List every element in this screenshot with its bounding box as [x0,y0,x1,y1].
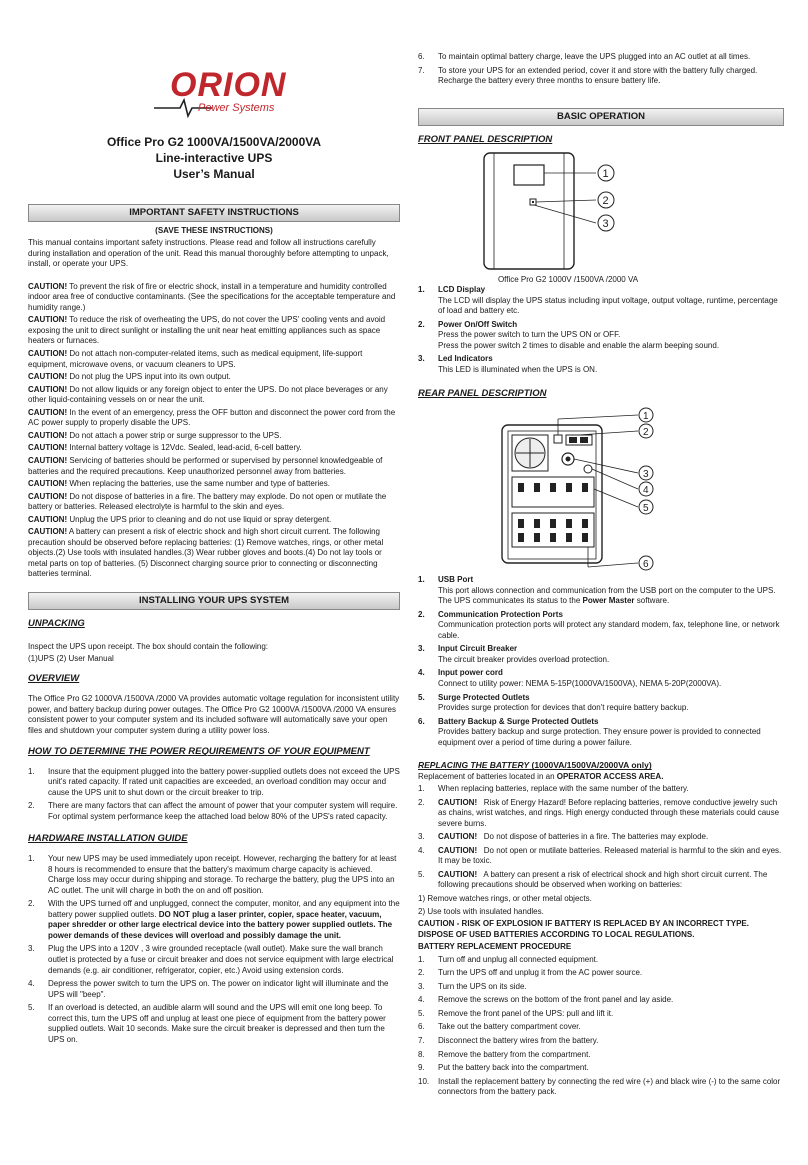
list-item [418,968,784,979]
item-title: Input Circuit Breaker [438,644,518,654]
front-callout-1: 1 [602,168,609,181]
list-item [418,798,784,830]
rear-item-heading [418,717,784,728]
item-text: Put the battery back into the compartment. [438,1063,589,1073]
rear-item-body [418,586,784,607]
caution-label: CAUTION! [438,869,478,879]
item-number: 3. [418,354,425,364]
overview-text: The Office Pro G2 1000VA /1500VA /2000 VA provides automatic voltage regulation for inconsistent utility power, and battery backup during power outages. The Office Pro G2 1000VA /1500VA /2000 VA ensures consistent power to your computer system and its included software will automatically save your open files and shutdown your computer system during a utility power loss. [28,694,400,735]
list-item: 2. With the UPS turned off and unplugged, connect the computer, monitor, and any equipment into the battery power supplied outlets. DO NOT plug a laser printer, copier, space heater, vacuum, paper shredder or other large electrical device into the battery power supplied outlets. The power demands of these devices will overload and possibly damage the unit. [28,899,400,940]
item-text: There are many factors that can affect the amount of power that your computer system will require. For optimal system performance keep the attached load below 80% of the UPS's rated capacity. [48,801,398,822]
left-column [28,0,400,1048]
caution-item [28,527,400,580]
basic-operation-bar: BASIC OPERATION [418,108,784,126]
rear-item-body [418,679,784,690]
unpacking-text: Inspect the UPS upon receipt. The box should contain the following: [28,641,269,651]
item-text: This port allows connection and communication from the USB port on the computer to the UPS. The UPS communicates its status to the [438,585,776,606]
list-item [418,955,784,966]
list-item [418,832,784,843]
item-text: Connect to utility power: NEMA 5-15P(1000VA/1500VA), NEMA 5-20P(2000VA). [438,679,722,688]
rear-callout-4: 4 [643,485,649,497]
title-line-2: Line-interactive UPS [155,151,273,166]
caution-text: Servicing of batteries should be performed or supervised by personnel knowledgeable of batteries and the required precautions. Keep unauthorized personnel away from batteries. [28,455,383,476]
list-item [418,982,784,993]
item-number: 2. [28,801,35,811]
battery-precaution-1: 1) Remove watches rings, or other metal objects. [418,893,592,903]
battery-heading [418,760,784,771]
install-section-bar: INSTALLING YOUR UPS SYSTEM [28,592,400,610]
hw-step-2-warning: DO NOT plug a laser printer, copier, space heater, vacuum, paper shredder or other large electrical device into the battery power supplied outlets. The power demands of these devices will overload and possibly damage the unit. [48,909,393,940]
front-item-heading [418,320,784,331]
list-item [418,784,784,795]
rear-panel-items [418,575,784,748]
item-text: Communication protection ports will protect any standard modem, fax, telephone line, or network cable. [438,620,780,640]
list-item: 4. Depress the power switch to turn the UPS on. The power on indicator light will illuminate and the UPS will "beep". [28,979,389,999]
item-number: 1. [418,954,425,964]
item-number: 6. [418,1022,425,1032]
list-item [418,1050,784,1061]
safety-intro: This manual contains important safety instructions. Please read and follow all instructions carefully during installation and operation of the unit. Read this manual thoroughly before attempting to unpack, install, or operate your UPS. [28,238,389,269]
item-text: Turn the UPS on its side. [438,981,527,991]
caution-item [28,479,400,490]
item-title: Led Indicators [438,354,493,364]
item-text: Remove the battery from the compartment. [438,1049,591,1059]
caution-label: CAUTION! [28,479,68,489]
logo-area [28,0,400,118]
battery-intro-text: Replacement of batteries located in an [418,771,557,781]
caution-item [28,372,400,383]
item-text: Insure that the equipment plugged into the battery power-supplied outlets does not exceed the UPS unit's rated capacity. If rated unit capacities are exceeded, an overload condition may occur and cause the UPS unit to shut down or the circuit breaker to trip. [48,766,400,797]
caution-text: A battery can present a risk of electric shock and high short circuit current. The following precaution should be observed before replacing batteries: (1) Remove watches, rings, or other metal objects.(2) Use tools with insulated handles.(3) Wear rubber gloves and boots.(4) Do not lay tools or metal parts on top of batteries. (5) Disconnect charging source prior to connecting or disconnecting batteries terminal. [28,527,384,579]
front-item-heading [418,285,784,296]
item-number: 5. [418,692,425,702]
item-title: USB Port [438,575,474,585]
rear-callout-1: 1 [643,411,649,423]
rear-item-body [418,655,784,666]
caution-item [28,282,400,314]
list-item: 7. To store your UPS for an extended period, cover it and store with the battery fully charged. Recharge the battery every three months to ensure battery life. [418,65,758,86]
power-requirements-heading: HOW TO DETERMINE THE POWER REQUIREMENTS OF YOUR EQUIPMENT [28,746,370,758]
caution-item [28,349,400,370]
caution-item [28,385,400,406]
item-text: A battery can present a risk of electrical shock and high short circuit current. The following precautions should be observed when working on batteries: [438,869,770,890]
caution-label: CAUTION! [28,527,68,537]
caution-text: Internal battery voltage is 12Vdc. Sealed, lead-acid, 6-cell battery. [67,443,302,453]
caution-text: To reduce the risk of overheating the UPS, do not cover the UPS' cooling vents and avoid exposing the unit to direct sunlight or installing the unit near heat emitting appliances such as space heaters or furnaces. [28,315,386,346]
front-callout-2: 2 [602,195,609,208]
battery-precaution-2: 2) Use tools with insulated handles. [418,906,544,916]
rear-item-heading [418,644,784,655]
item-number: 5. [418,1008,425,1018]
item-number: 9. [418,1063,425,1073]
software-name: Power Master [582,596,635,606]
item-number: 2. [418,609,425,619]
item-number: 1. [418,285,425,295]
caution-item [28,456,400,477]
caution-item [28,515,400,526]
caution-label: CAUTION! [28,372,68,382]
list-item [28,801,400,822]
front-item-body: Press the power switch to turn the UPS ON or OFF. Press the power switch 2 times to disable and enable the alarm beeping sound. [438,330,720,350]
rear-item-heading [418,668,784,679]
item-number: 1. [418,575,425,585]
item-title: Surge Protected Outlets [438,692,530,702]
right-column [418,0,784,1101]
caution-label: CAUTION! [28,443,68,453]
rear-callout-2: 2 [643,427,649,439]
item-number: 2. [418,319,425,329]
rear-item-heading [418,693,784,704]
caution-label: CAUTION! [438,845,478,855]
rear-panel-heading: REAR PANEL DESCRIPTION [418,387,547,399]
rear-panel-diagram [498,405,718,571]
item-number: 4. [418,668,425,678]
rear-panel-figure [418,405,784,575]
caution-label: CAUTION! [28,315,68,325]
item-number: 3. [418,832,425,842]
rear-item-body [418,727,784,748]
caution-item [28,408,400,429]
front-panel-heading: FRONT PANEL DESCRIPTION [418,133,553,145]
item-text: Turn off and unplug all connected equipment. [438,954,599,964]
logo-wordmark: ORION [170,66,287,104]
front-panel-figure [418,151,784,285]
hw-step-7: To store your UPS for an extended period, cover it and store with the battery fully charged. Recharge the battery every three months to ensure battery life. [438,65,758,86]
item-number: 2. [418,797,425,807]
item-text: Install the replacement battery by connecting the red wire (+) and black wire (-) to the same color connectors from the battery pack. [438,1076,781,1097]
caution-label: CAUTION! [28,349,68,359]
item-text: Do not open or mutilate batteries. Released material is harmful to the skin and eyes. It may be toxic. [438,845,784,866]
item-number: 10. [418,1076,430,1086]
title-line-1: Office Pro G2 1000VA/1500VA/2000VA [106,135,322,149]
caution-text: Do not plug the UPS input into its own output. [67,372,231,382]
front-item-heading [418,354,784,365]
list-item [418,1036,784,1047]
caution-label: CAUTION! [438,832,478,842]
caution-text: Do not dispose of batteries in a fire. The battery may explode. Do not open or mutilate the battery or batteries. Released electrolyte is harmful to the skin and eyes. [28,491,387,512]
caution-label: CAUTION! [28,455,68,465]
item-number: 1. [28,766,35,776]
item-number: 7. [418,1035,425,1045]
list-item [28,767,400,799]
front-item-body: The LCD will display the UPS status including input voltage, output voltage, runtime, percentage of load and battery etc. [438,295,778,316]
caution-item [28,443,400,454]
item-number: 4. [418,845,425,855]
item-number: 3. [418,981,425,991]
item-title: LCD Display [438,285,486,295]
item-text: Risk of Energy Hazard! Before replacing batteries, remove conductive jewelry such as chains, wrist watches, and rings. High energy conducted through these materials could cause severe burns. [438,797,782,828]
rear-item-heading [418,610,784,621]
item-number: 6. [418,716,425,726]
item-text: Turn the UPS off and unplug it from the AC power source. [438,968,643,978]
rear-callout-6: 6 [643,559,649,571]
item-text: Take out the battery compartment cover. [438,1022,581,1032]
battery-explosion-warning: CAUTION - RISK OF EXPLOSION IF BATTERY IS REPLACED BY AN INCORRECT TYPE. DISPOSE OF USED BATTERIES ACCORDING TO LOCAL REGULATIONS. [418,919,749,939]
caution-text: Do not attach a power strip or surge suppressor to the UPS. [67,430,282,440]
front-panel-items [418,285,784,375]
caution-text: In the event of an emergency, press the OFF button and disconnect the power cord from the AC power supply to properly disable the UPS. [28,407,396,428]
hardware-heading: HARDWARE INSTALLATION GUIDE [28,832,188,844]
item-text: Provides surge protection for devices that don't require battery backup. [438,703,689,713]
item-title: Communication Protection Ports [438,609,563,619]
item-number: 8. [418,1049,425,1059]
caution-text: To prevent the risk of fire or electric shock, install in a temperature and humidity controlled indoor area free of conductive contaminants. (See the specifications for the acceptable temperature and humidity range.) [28,281,396,312]
unpacking-contents: (1)UPS (2) User Manual [28,654,114,664]
item-number: 2. [418,968,425,978]
list-item [418,1077,784,1098]
list-item [418,1022,784,1033]
battery-caution-list [418,784,784,891]
battery-heading-text: REPLACING THE BATTERY [418,760,530,771]
front-panel-caption: Office Pro G2 1000V /1500VA /2000 VA [497,275,639,285]
list-item: 5. If an overload is detected, an audible alarm will sound and the UPS will emit one long beep. To correct this, turn the UPS off and unplug at least one piece of equipment from the battery power supplied outlets. Wait 10 seconds. Make sure the circuit breaker is depressed and then turn the UPS on. [28,1003,386,1044]
hardware-list [28,854,400,1045]
rear-item-body [418,620,784,641]
hw-step-3: Plug the UPS into a 120V , 3 wire grounded receptacle (wall outlet). Make sure the wall branch outlet is protected by a fuse or circuit breaker and does not service equipment with large electrical demands (e.g. air conditioner, refrigerator, copier, etc.) Avoid using extension cords. [48,944,394,975]
list-item: 1. Your new UPS may be used immediately upon receipt. However, recharging the battery for at least 8 hours is recommended to ensure that the battery's maximum charge capacity is achieved. Charge loss may occur during shipping and storage. To recharge the battery, plug the UPS into an AC outlet. The unit will charge in both the on and off position. [28,854,397,895]
item-text: Do not dispose of batteries in a fire. The batteries may explode. [477,832,709,842]
hw-step-4: Depress the power switch to turn the UPS on. The power on indicator light will illuminate and the UPS will "beep". [48,979,389,999]
battery-procedure-heading: BATTERY REPLACEMENT PROCEDURE [418,942,572,952]
battery-heading-note: (1000VA/1500VA/2000VA only) [529,760,652,771]
caution-text: Do not attach non-computer-related items, such as medical equipment, life-support equipment, microwave ovens, or vacuum cleaners to UPS. [28,349,363,369]
item-number: 3. [418,644,425,654]
caution-label: CAUTION! [28,384,68,394]
caution-label: CAUTION! [28,407,68,417]
item-title: Battery Backup & Surge Protected Outlets [438,716,599,726]
item-title: Power On/Off Switch [438,319,518,329]
item-text-tail: software. [634,596,670,606]
hw-step-5: If an overload is detected, an audible alarm will sound and the UPS will emit one long beep. To correct this, turn the UPS off and unplug at least one piece of equipment from the battery power supplied outlets. Wait 10 seconds. Make sure the circuit breaker is depressed and then turn the UPS on. [48,1003,386,1044]
rear-item-heading [418,575,784,586]
item-title: Input power cord [438,668,503,678]
item-text: The circuit breaker provides overload protection. [438,654,610,664]
rear-callout-5: 5 [643,503,649,515]
item-text: Remove the front panel of the UPS: pull and lift it. [438,1008,614,1018]
caution-label: CAUTION! [28,281,68,291]
logo-subtitle: Power Systems [198,102,275,114]
item-number: 1. [418,784,425,794]
item-text: Provides battery backup and surge protection. They ensure power is provided to connected equipment over a period of time during a power failure. [438,727,761,747]
item-number: 4. [418,995,425,1005]
battery-procedure-list [418,955,784,1098]
rear-callout-3: 3 [643,469,649,481]
list-item: 3. Plug the UPS into a 120V , 3 wire grounded receptacle (wall outlet). Make sure the wall branch outlet is protected by a fuse or circuit breaker and does not service equipment with large electrical demands (e.g. air conditioner, refrigerator, copier, etc.) Avoid using extension cords. [28,944,394,975]
item-number: 5. [418,869,425,879]
battery-intro [418,772,784,783]
caution-text: Unplug the UPS prior to cleaning and do not use liquid or spray detergent. [67,514,332,524]
item-text: When replacing batteries, replace with the same number of the battery. [438,784,689,794]
hw-step-6: To maintain optimal battery charge, leave the UPS plugged into an AC outlet at all times. [438,52,751,61]
overview-heading: OVERVIEW [28,672,80,684]
orion-logo [152,62,288,120]
rear-item-body [418,703,784,714]
manual-title [28,134,400,183]
caution-label: CAUTION! [28,430,68,440]
hw-step-1: Your new UPS may be used immediately upon receipt. However, recharging the battery for at least 8 hours is recommended to ensure that the battery's maximum charge capacity is achieved. Charge loss may occur during shipping and storage. To recharge the battery, plug the UPS into an AC outlet. The unit will charge in both the on and off position. [48,854,397,895]
list-item [418,870,784,891]
battery-intro-area: OPERATOR ACCESS AREA. [556,771,664,781]
list-item [418,995,784,1006]
unpacking-heading: UNPACKING [28,617,85,629]
list-item: 6. To maintain optimal battery charge, leave the UPS plugged into an AC outlet at all times. [418,52,751,61]
front-callout-3: 3 [602,218,609,231]
item-text: Remove the screws on the bottom of the front panel and lay aside. [438,995,674,1005]
list-item [418,1063,784,1074]
caution-item [28,315,400,347]
save-instructions: (SAVE THESE INSTRUCTIONS) [155,225,273,235]
caution-item [28,492,400,513]
hw-step-2: With the UPS turned off and unplugged, connect the computer, monitor, and any equipment into the battery power supplied outlets. [48,899,400,919]
caution-label: CAUTION! [28,491,68,501]
safety-section-bar: IMPORTANT SAFETY INSTRUCTIONS [28,204,400,222]
power-requirements-list [28,767,400,823]
caution-text: When replacing the batteries, use the same number and type of batteries. [67,479,330,489]
front-item-body: This LED is illuminated when the UPS is ON. [438,365,598,374]
list-item [418,1009,784,1020]
caution-text: Do not allow liquids or any foreign object to enter the UPS. Do not place beverages or any other liquid-containing vessels on or near the unit. [28,384,388,405]
hardware-list-continued [418,52,784,87]
caution-label: CAUTION! [438,797,478,807]
item-text: Disconnect the battery wires from the battery. [438,1035,599,1045]
front-panel-diagram [478,151,698,273]
list-item [418,846,784,867]
caution-item [28,431,400,442]
title-line-3: User’s Manual [173,167,255,182]
caution-list [28,282,400,580]
caution-label: CAUTION! [28,514,68,524]
